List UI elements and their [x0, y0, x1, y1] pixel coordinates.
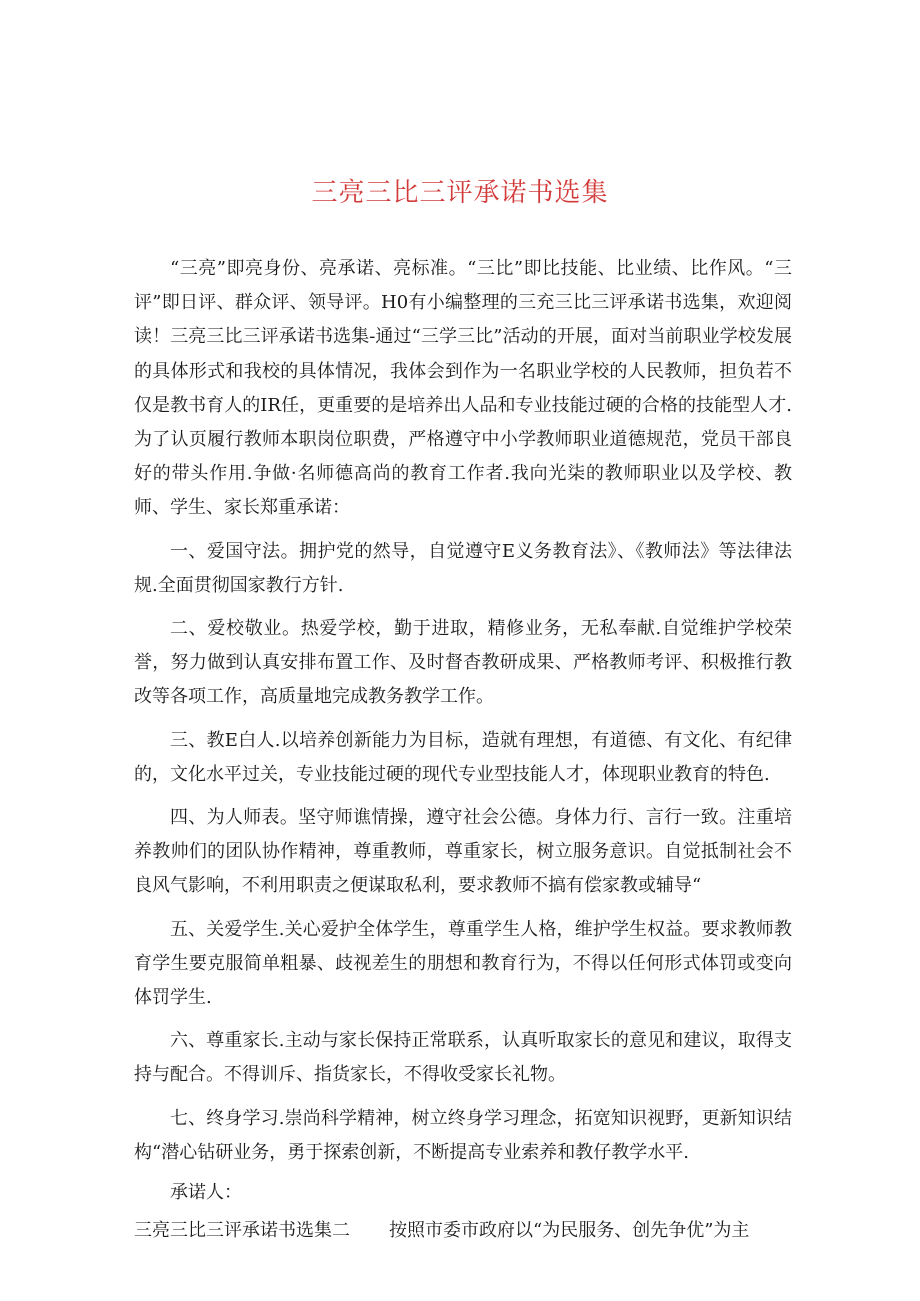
- next-section-intro: 按照市委市政府以“为民服务、创先争优”为主: [389, 1220, 750, 1242]
- commitment-item-5: 五、关爱学生.关心爱护全体学生，尊重学生人格，维护学生权益。要求教师教育学生要克服简单粗暴、歧视差生的朋想和教育行为，不得以任何形式体罚或变向体罚学生.: [134, 918, 792, 1009]
- signer-label: 承诺人：: [170, 1182, 242, 1204]
- commitment-item-2: 二、爱校敬业。热爱学校，勤于进取，精修业务，无私奉献.自觉维护学校荣誉，努力做到认真安排布置工作、及时督杳教研成果、严格教师考评、积极推行教改等各项工作，高质量地完成教务教学工作。: [134, 618, 792, 708]
- commitment-item-1: 一、爱国守法。拥护党的然导，自觉遵守E义务教育法》、《教师法》等法律法规.全面贯彻国家教行方针.: [134, 540, 792, 596]
- intro-paragraph: “三亮”即亮身份、亮承诺、亮标准。“三比”即比技能、比业绩、比作风。“三评”即日评、群众评、领导评。H0有小编整理的三充三比三评承诺书选集，欢迎阅读！三亮三比三评承诺书选集-通过“三学三比”活动的开展，面对当前职业学校发展的具体形式和我校的具体情况，我体会到作为一名职业学校的人民教师，担负若不仅是教书育人的IR任，更重要的是培养出人品和专业技能过硬的合格的技能型人才.为了认页履行教师本职岗位职费，严格遵守中小学教师职业道德规范，党员干部良好的带头作用.争做·名师德高尚的教育工作者.我向光柒的教师职业以及学校、教师、学生、家长郑重承诺：: [134, 258, 792, 519]
- document-body: [134, 252, 792, 1248]
- document-title: 三亮三比三评承诺书选集: [311, 178, 609, 208]
- commitment-item-6: 六、尊重家长.主动与家长保持正常联系，认真听取家长的意见和建议，取得支持与配合。不得训斥、指货家长，不得收受家长礼物。: [134, 1030, 792, 1086]
- next-section-line: [134, 1214, 792, 1248]
- next-section-title: 三亮三比三评承诺书选集二: [134, 1220, 350, 1242]
- commitment-item-7: 七、终身学习.崇尚科学精神，树立终身学习理念，拓宽知识视野，更新知识结构“潜心钻研业务，勇于探索创新，不断提高专业索养和教仔教学水平.: [134, 1107, 792, 1163]
- commitment-item-4: 四、为人师表。坚守师谯情操，遵守社会公德。身体力行、言行一致。注重培养教帅们的团队协作精神，尊重教师，尊重家长，树立服务意识。自觉抵制社会不良风气影响，不利用职责之便谋取私利，要求教师不搞有偿家教或辅导“: [134, 807, 792, 897]
- commitment-item-3: 三、教E白人.以培养创新能力为目标，造就有理想，有道德、有文化、有纪律的，文化水平过关，专业技能过硬的现代专业型技能人才，体现职业教育的特色.: [134, 729, 792, 785]
